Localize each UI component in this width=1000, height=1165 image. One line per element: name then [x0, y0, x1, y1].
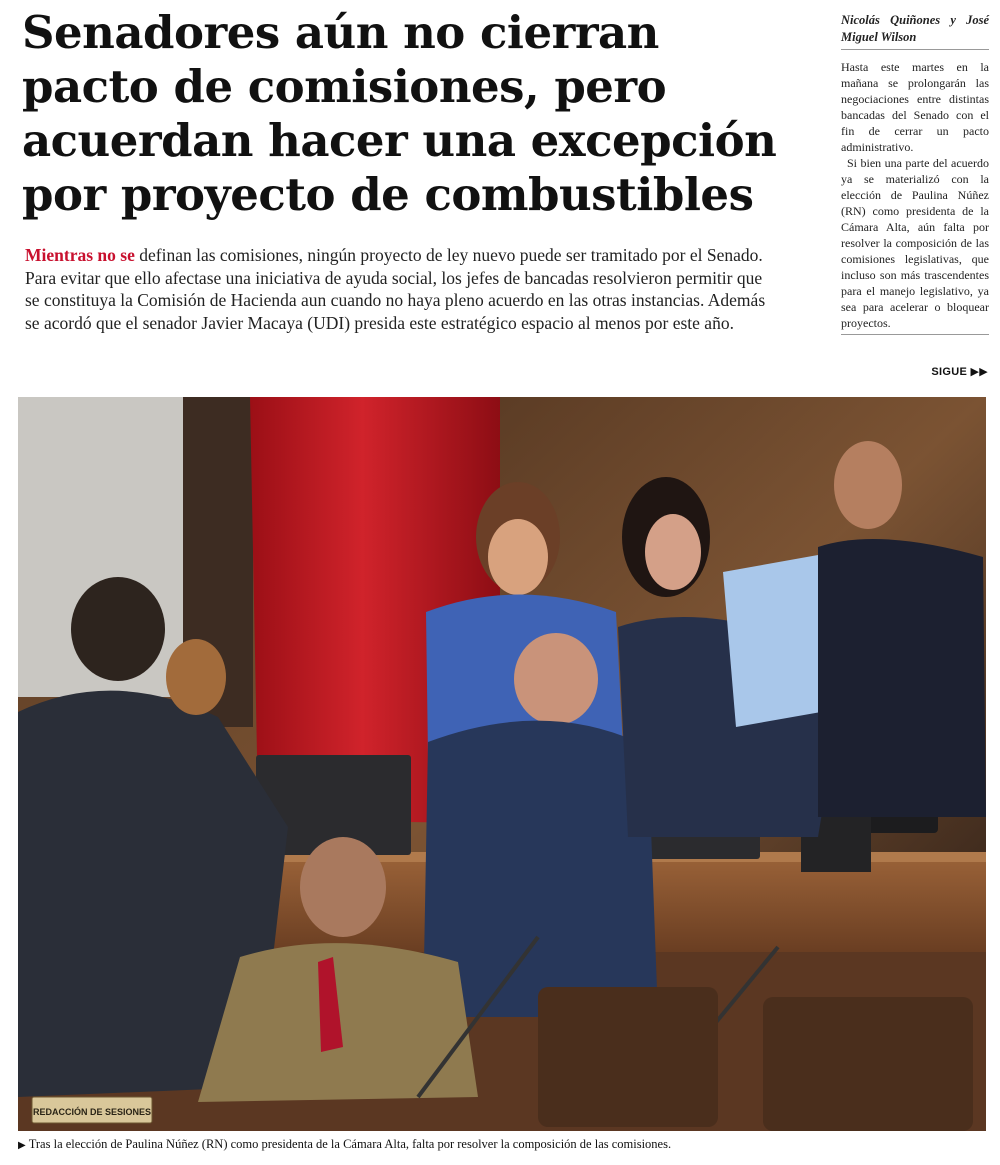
sidebar-paragraph-1: Hasta este martes en la mañana se prolongarán las negociaciones entre distintas bancadas del Senado con el fin de cerrar un pacto administrativo.	[841, 60, 989, 154]
continue-link[interactable]: SIGUE ▶▶	[931, 366, 988, 378]
sidebar-divider	[841, 334, 989, 335]
photo-caption	[18, 1136, 986, 1154]
lead-kicker: Mientras no se	[25, 245, 135, 265]
lead-paragraph	[25, 244, 770, 334]
headline: Senadores aún no cierran pacto de comisiones, pero acuerdan hacer una excepción por proyecto de combustibles	[22, 6, 777, 221]
folder	[723, 555, 821, 727]
lead-text: definan las comisiones, ningún proyecto de ley nuevo puede ser tramitado por el Senado. Para evitar que ello afectase una iniciativa de ayuda social, los jefes de bancadas resolvieron permitir que se constituya la Comisión de Hacienda aun cuando no haya pleno acuerdo en las otras instancias. Además se acordó que el senador Javier Macaya (UDI) presida este estratégico espacio al menos por este año.	[25, 245, 766, 333]
caption-marker-icon: ▶	[18, 1140, 26, 1151]
sidebar-paragraph-2: Si bien una parte del acuerdo ya se materializó con la elección de Paulina Núñez (RN) como presidenta de la Cámara Alta, aún falta por resolver la composición de las comisiones legislativas, que incluso son más trascendentes para el manejo legislativo, ya sea para acelerar o bloquear proyectos.	[841, 156, 989, 330]
sidebar-column	[841, 12, 989, 335]
byline: Nicolás Quiñones y José Miguel Wilson	[841, 12, 989, 50]
caption-text: Tras la elección de Paulina Núñez (RN) como presidenta de la Cámara Alta, falta por resolver la composición de las comisiones.	[28, 1137, 672, 1151]
article-photo	[18, 397, 986, 1131]
nameplate-text: REDACCIÓN DE SESIONES	[32, 1107, 152, 1117]
senate-session-photo	[18, 397, 986, 1131]
